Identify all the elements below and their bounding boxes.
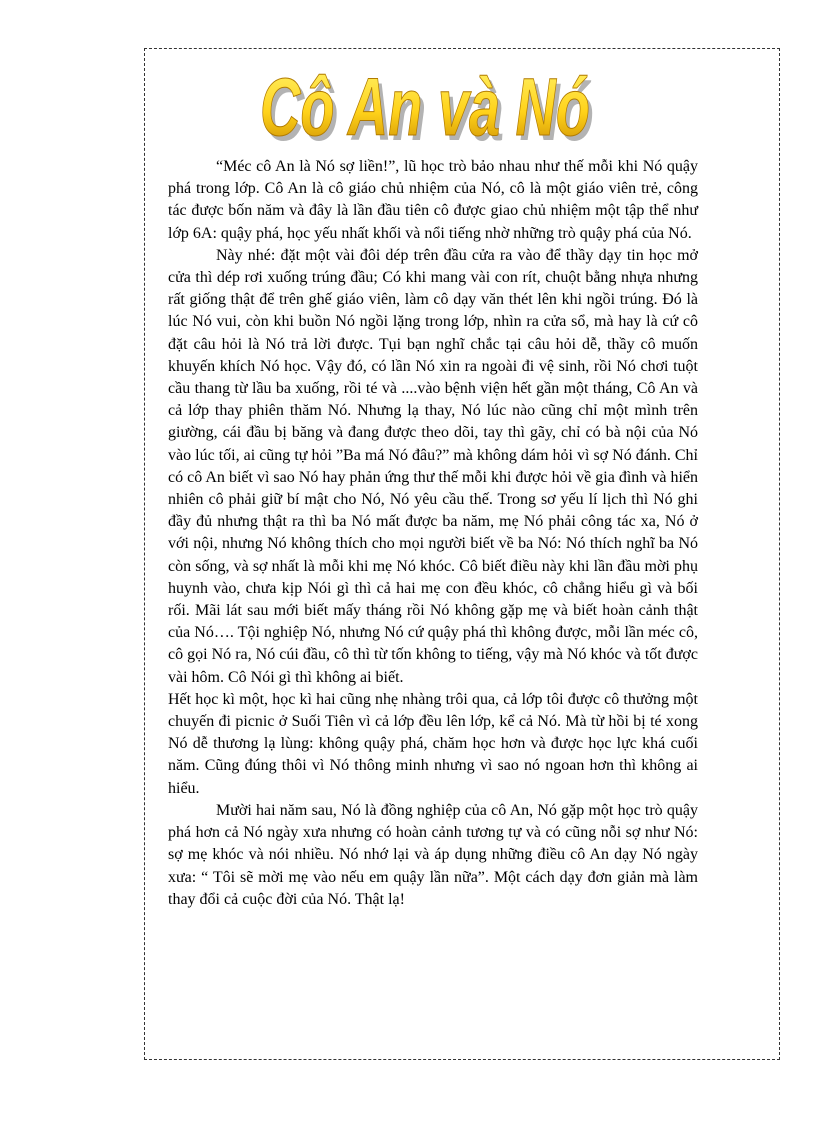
title-shadow: Cô An và Nó	[264, 67, 594, 152]
paragraph-2: Này nhé: đặt một vài đôi dép trên đầu cửa ra vào để thầy dạy tin học mở cửa thì dép rơi xuống trúng đầu; Có khi mang vài con rít, chuột bằng nhựa nhưng rất giống thật để trên ghế giáo viên, làm cô dạy văn thét lên khi ngồi trúng. Đó là lúc Nó vui, còn khi buồn Nó ngồi lặng trong lớp, nhìn ra cửa sổ, mà hay là cứ cô đặt câu hỏi là Nó trả lời được. Tụi bạn nghĩ chắc tại câu hỏi dễ, thầy cô muốn khuyến khích Nó học. Vậy đó, có lần Nó xin ra ngoài đi vệ sinh, rồi Nó chơi tuột cầu thang từ lầu ba xuống, rồi té và ....vào bệnh viện hết gần một tháng, Cô An và cả lớp thay phiên thăm Nó. Nhưng lạ thay, Nó lúc nào cũng chỉ một mình trên giường, cái đầu bị băng và đang được theo dõi, tay thì gãy, chỉ có bà nội của Nó vào lúc tối, ai cũng tự hỏi ”Ba má Nó đâu?” mà không dám hỏi vì sợ Nó đánh. Chỉ có cô An biết vì sao Nó hay phản ứng thư thế mỗi khi được hỏi về gia đình và hiển nhiên cô phải giữ bí mật cho Nó, Nó yêu cầu thế. Trong sơ yếu lí lịch thì Nó ghi đầy đủ nhưng thật ra thì ba Nó mất được ba năm, mẹ Nó phải công tác xa, Nó ở với nội, nhưng Nó không thích cho mọi người biết về ba Nó: Nó thích nghĩ ba Nó còn sống, và sợ nhất là mỗi khi mẹ Nó khóc. Cô biết điều này khi lần đầu mời phụ huynh vào, chưa kịp Nói gì thì cả hai mẹ con đều khóc, cô chẳng hiểu gì và bối rối. Mãi lát sau mới biết mấy tháng rồi Nó không gặp mẹ và biết hoàn cảnh thật của Nó…. Tội nghiệp Nó, nhưng Nó cứ quậy phá thì không được, mỗi lần méc cô, cô gọi Nó ra, Nó cúi đầu, cô thì từ tốn không to tiếng, vậy mà Nó khóc và tốt được vài hôm. Cô Nói gì thì không ai biết.	[168, 246, 698, 686]
title-text: Cô An và Nó	[260, 62, 590, 152]
story-body	[168, 156, 698, 911]
paragraph-4: Mười hai năm sau, Nó là đồng nghiệp của cô An, Nó gặp một học trò quậy phá hơn cả Nó ngày xưa nhưng có hoàn cảnh tương tự và có cũng nỗi sợ như Nó: sợ mẹ khóc và nói nhiều. Nó nhớ lại và áp dụng những điều cô An dạy Nó ngày xưa: “ Tôi sẽ mời mẹ vào nếu em quậy lần nữa”. Một cách dạy đơn giản mà làm thay đổi cả cuộc đời của Nó. Thật lạ!	[168, 801, 698, 908]
title-wordart	[250, 62, 600, 152]
paragraph-1: “Méc cô An là Nó sợ liền!”, lũ học trò bảo nhau như thế mỗi khi Nó quậy phá trong lớp. Cô An là cô giáo chủ nhiệm của Nó, cô là một giáo viên trẻ, công tác được bốn năm và đây là lần đầu tiên cô được giao chủ nhiệm một tập thể như lớp 6A: quậy phá, học yếu nhất khối và nổi tiếng nhờ những trò quậy phá của Nó.	[168, 158, 698, 242]
title-wordart-graphic	[250, 62, 600, 152]
paragraph-3: Hết học kì một, học kì hai cũng nhẹ nhàng trôi qua, cả lớp tôi được cô thưởng một chuyến đi picnic ở Suối Tiên vì cả lớp đều lên lớp, kể cả Nó. Mà từ hồi bị té xong Nó dễ thương lạ lùng: không quậy phá, chăm học hơn và được học lực khá cuối năm. Cũng đúng thôi vì Nó thông minh nhưng vì sao nó ngoan hơn thì không ai hiểu.	[168, 690, 698, 797]
